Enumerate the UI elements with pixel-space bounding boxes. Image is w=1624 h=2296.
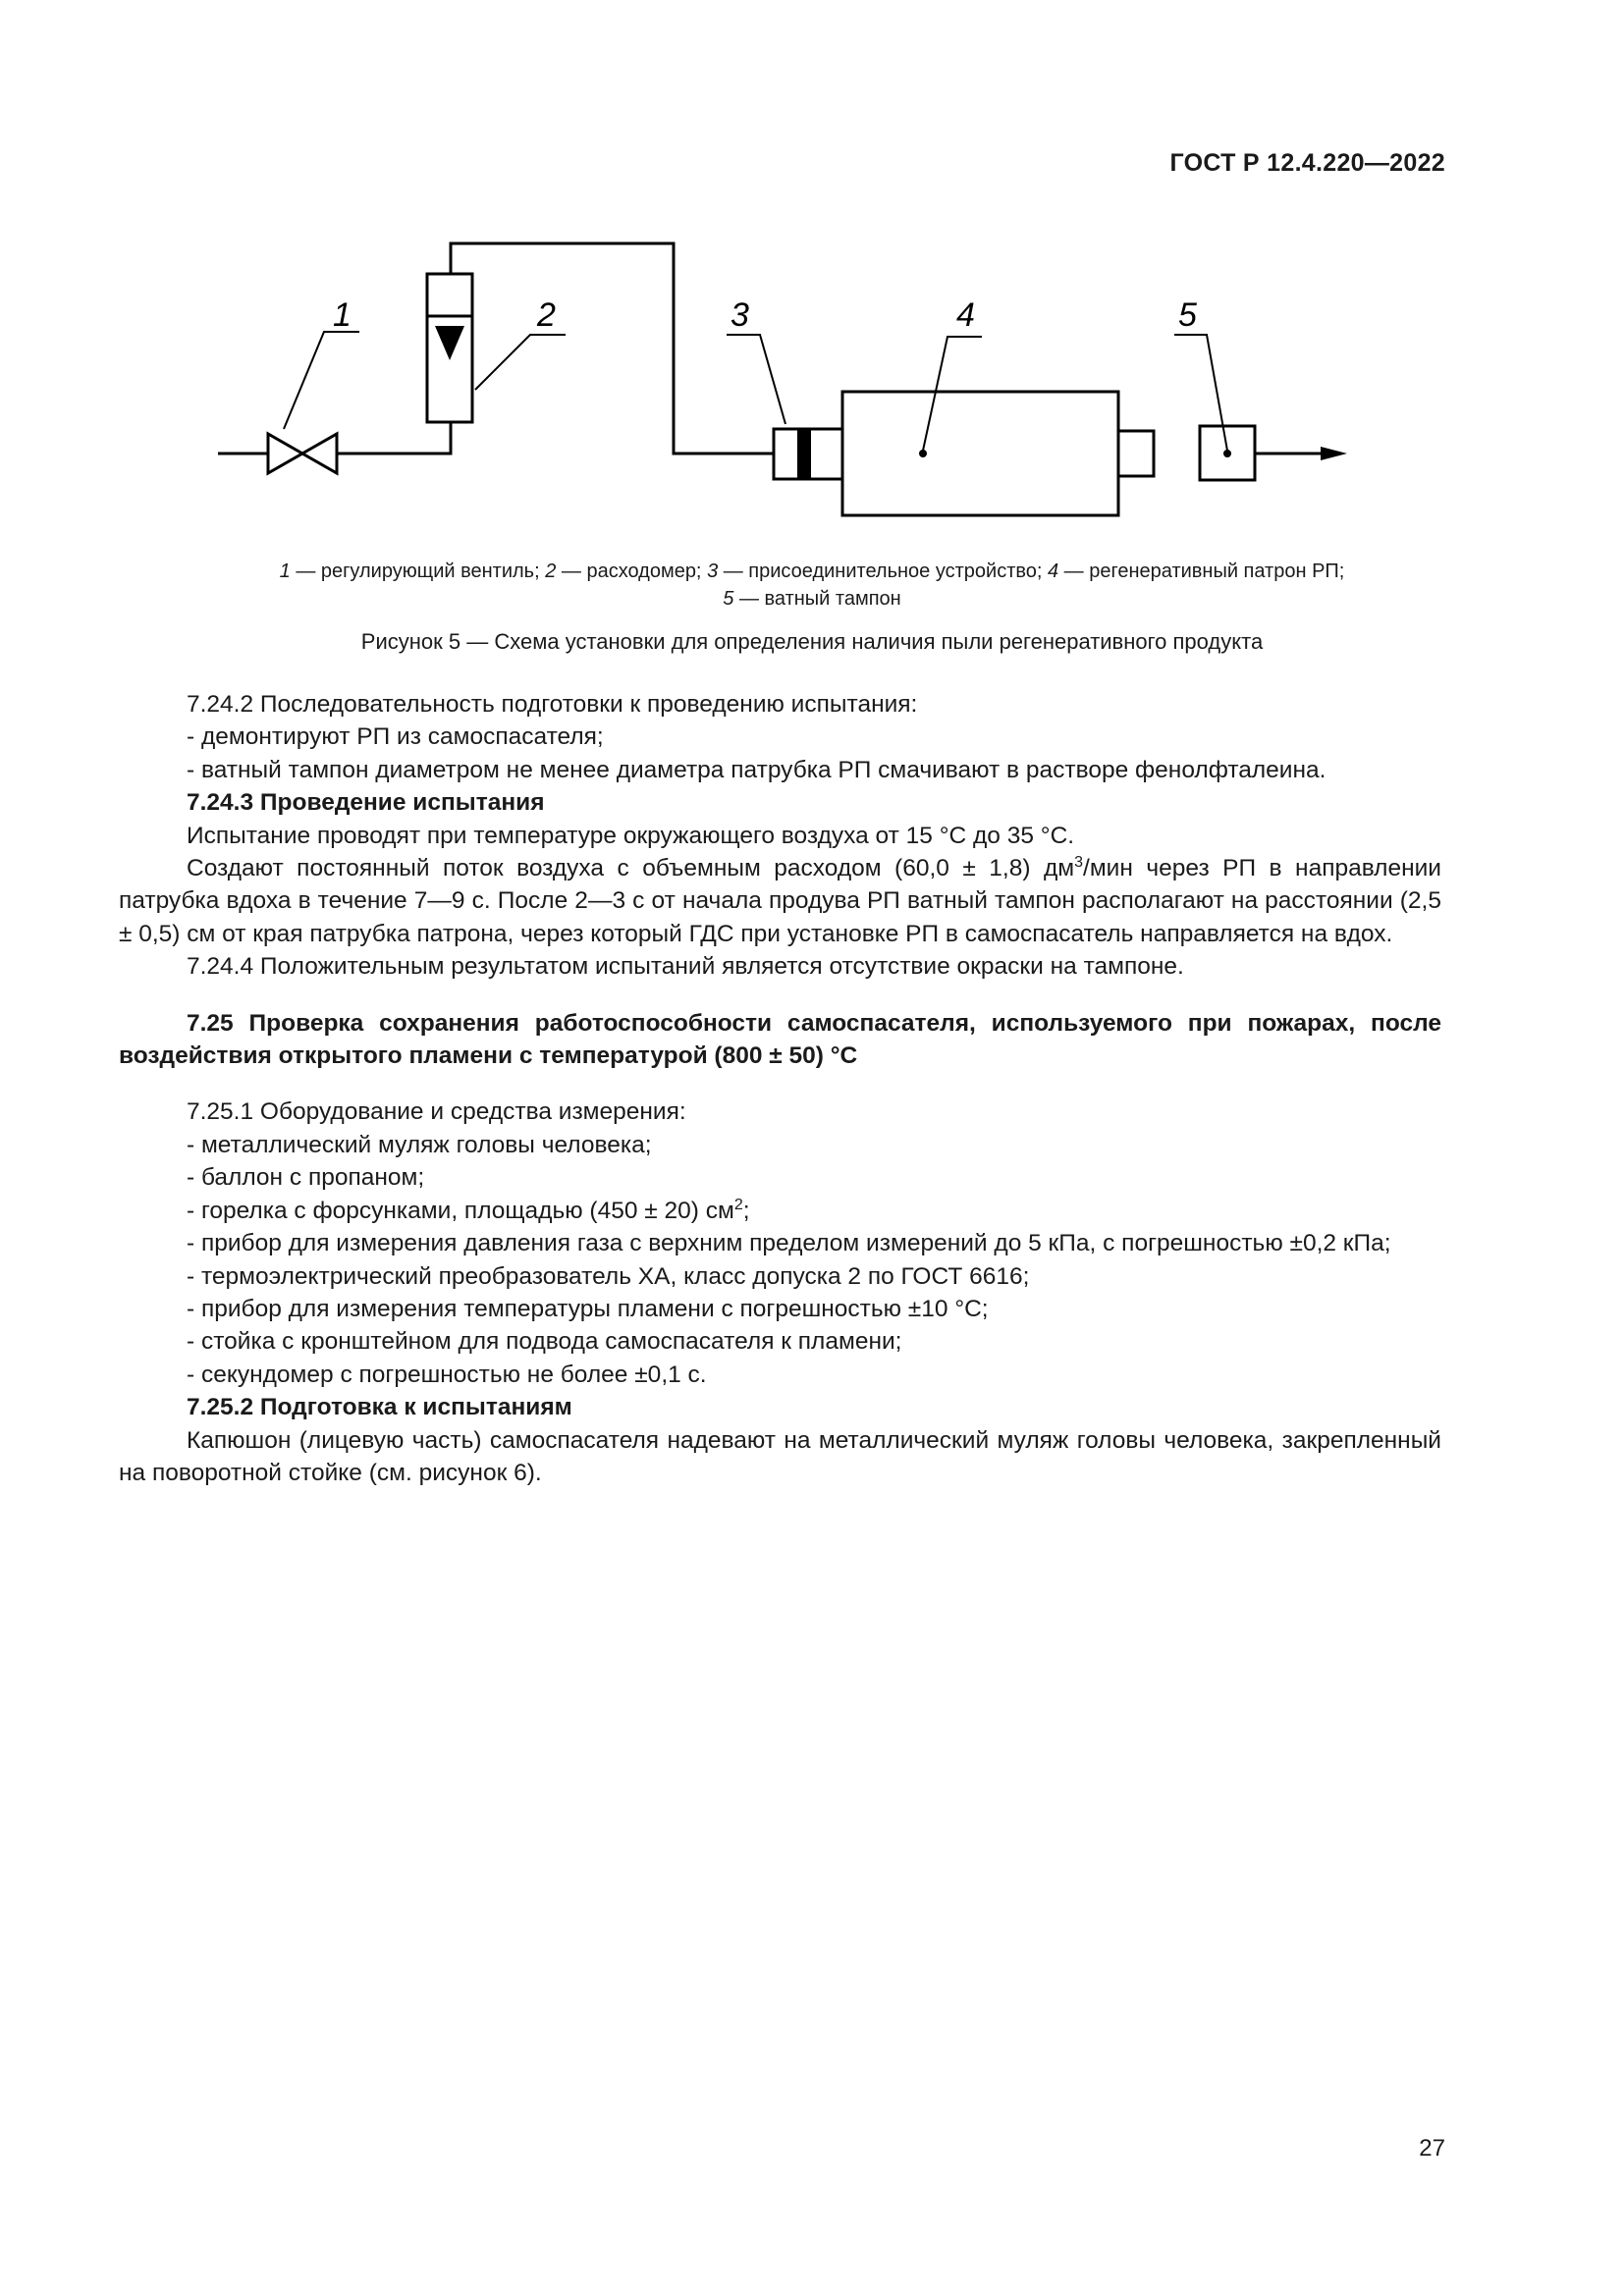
paragraph: Испытание проводят при температуре окружающего воздуха от 15 °С до 35 °С. xyxy=(187,822,1075,849)
list-item: - ватный тампон диаметром не менее диаметра патрубка РП смачивают в растворе фенолфталеина. xyxy=(187,756,1326,783)
connector-band xyxy=(797,429,811,479)
label-4: 4 xyxy=(956,296,975,334)
leader-3 xyxy=(727,335,785,424)
section-heading: 7.24.3 Проведение испытания xyxy=(187,789,545,817)
legend-text-4: — регенеративный патрон РП; xyxy=(1058,561,1345,582)
section-heading: 7.25 Проверка сохранения работоспособности самоспасателя, используемого при пожарах, после воздействия открытого пламени с температурой (800 ± 50) °С xyxy=(119,1009,1441,1070)
legend-num-3: 3 xyxy=(707,561,719,582)
text-run: Создают постоянный поток воздуха с объемным расходом (60,0 ± 1,8) дм xyxy=(187,855,1075,882)
list-item: - прибор для измерения температуры пламени с погрешностью ±10 °С; xyxy=(187,1295,989,1322)
figure-5-diagram xyxy=(0,0,1624,550)
text-run: /мин через РП в направлении патрубка вдоха в течение 7—9 с. После 2—3 с от начала продува РП ватный тампон располагают на расстоянии (2,5 ± 0,5) см от края патрубка патрона, через который ГДС при установке РП в самоспасатель направляется на вдох. xyxy=(119,855,1441,947)
list-item: - секундомер с погрешностью не более ±0,1 с. xyxy=(187,1361,707,1388)
paragraph: 7.24.4 Положительным результатом испытаний является отсутствие окраски на тампоне. xyxy=(187,953,1184,981)
superscript: 2 xyxy=(733,1196,743,1213)
flowmeter-float xyxy=(435,326,464,360)
list-item: - баллон с пропаном; xyxy=(187,1164,425,1192)
cartridge-outlet xyxy=(1118,431,1154,476)
legend-text-5: — ватный тампон xyxy=(733,588,901,610)
list-item: - металлический муляж головы человека; xyxy=(187,1131,652,1158)
paragraph xyxy=(119,852,1441,950)
valve-right-triangle xyxy=(302,434,337,473)
legend-num-1: 1 xyxy=(279,561,291,582)
legend-num-5: 5 xyxy=(723,588,734,610)
paragraph: 7.24.2 Последовательность подготовки к проведению испытания: xyxy=(187,691,918,718)
page-number: 27 xyxy=(1419,2135,1445,2162)
flowmeter-to-connector-line xyxy=(451,243,774,454)
leader-2 xyxy=(475,335,566,390)
leader-4 xyxy=(923,337,982,451)
paragraph: Капюшон (лицевую часть) самоспасателя надевают на металлический муляж головы человека, закрепленный на поворотной стойке (см. рисунок 6). xyxy=(119,1426,1441,1486)
legend-line-1 xyxy=(118,558,1506,585)
superscript: 3 xyxy=(1074,853,1084,871)
document-id: ГОСТ Р 12.4.220—2022 xyxy=(1169,149,1445,177)
cartridge-dot xyxy=(919,450,927,457)
label-3: 3 xyxy=(731,296,749,334)
legend-text-3: — присоединительное устройство; xyxy=(718,561,1048,582)
outlet-arrow-icon xyxy=(1321,447,1347,460)
paragraph: 7.25.1 Оборудование и средства измерения: xyxy=(187,1098,686,1126)
body-text xyxy=(119,688,1441,1489)
list-item: - прибор для измерения давления газа с верхним пределом измерений до 5 кПа, с погрешностью ±0,2 кПа; xyxy=(187,1230,1391,1257)
section-heading: 7.25.2 Подготовка к испытаниям xyxy=(187,1394,572,1421)
figure-legend xyxy=(118,558,1506,613)
label-2: 2 xyxy=(537,296,556,334)
list-item: - термоэлектрический преобразователь ХА, класс допуска 2 по ГОСТ 6616; xyxy=(187,1262,1030,1290)
legend-num-4: 4 xyxy=(1048,561,1059,582)
legend-num-2: 2 xyxy=(545,561,557,582)
legend-line-2 xyxy=(118,585,1506,613)
list-item xyxy=(119,1195,1441,1227)
text-run: ; xyxy=(742,1197,750,1224)
leader-1 xyxy=(284,332,359,429)
label-1: 1 xyxy=(333,296,352,334)
list-item: - демонтируют РП из самоспасателя; xyxy=(187,723,604,751)
legend-text-2: — расходомер; xyxy=(556,561,708,582)
tampon-dot xyxy=(1223,450,1231,457)
setup-schematic xyxy=(0,0,1624,550)
valve-left-triangle xyxy=(268,434,302,473)
legend-text-1: — регулирующий вентиль; xyxy=(290,561,546,582)
label-5: 5 xyxy=(1178,296,1197,334)
list-item: - стойка с кронштейном для подвода самоспасателя к пламени; xyxy=(187,1328,902,1356)
cartridge-body xyxy=(842,392,1118,515)
text-run: - горелка с форсунками, площадью (450 ± 20) см xyxy=(187,1197,734,1224)
valve-to-flowmeter-line xyxy=(337,422,451,454)
figure-caption: Рисунок 5 — Схема установки для определения наличия пыли регенеративного продукта xyxy=(360,629,1264,654)
